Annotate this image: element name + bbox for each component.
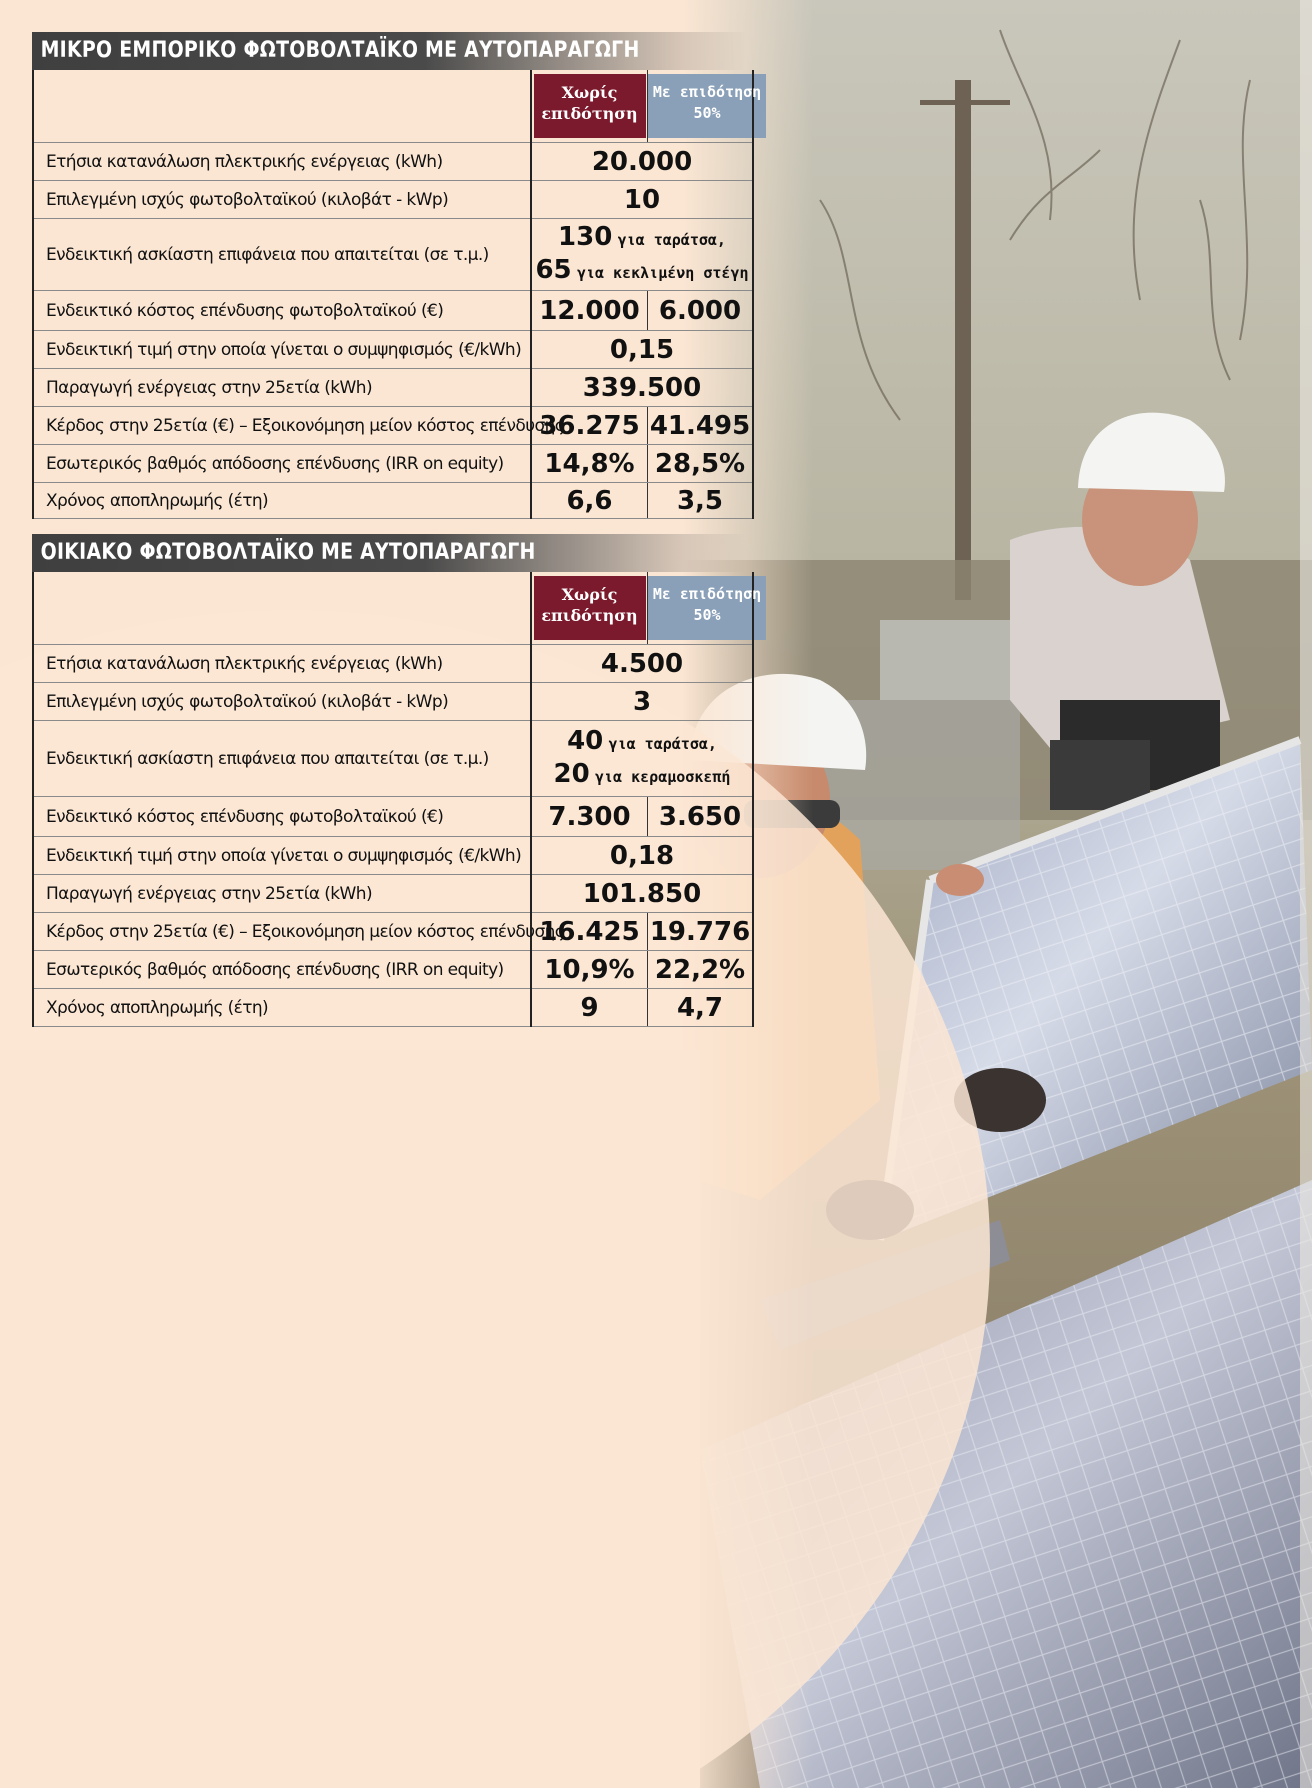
row-label: Ενδεικτικό κόστος επένδυσης φωτοβολταϊκού (€) — [33, 291, 531, 331]
row-value: 20.000 — [531, 143, 753, 181]
row-value-no-subsidy: 10,9% — [531, 951, 648, 989]
row-label: Ετήσια κατανάλωση πλεκτρικής ενέργειας (kWh) — [33, 645, 531, 683]
row-value: 0,18 — [531, 837, 753, 875]
table-row — [33, 989, 753, 1027]
row-value-subsidy: 22,2% — [648, 951, 754, 989]
row-label: Κέρδος στην 25ετία (€) – Εξοικονόμηση μείον κόστος επένδυσης — [33, 407, 531, 445]
row-value-subsidy: 19.776 — [648, 913, 754, 951]
row-label: Ενδεικτική τιμή στην οποία γίνεται ο συμψηφισμός (€/kWh) — [33, 331, 531, 369]
table-row — [33, 797, 753, 837]
table-row — [33, 875, 753, 913]
header-blank-cell — [33, 70, 531, 143]
table-row — [33, 837, 753, 875]
row-value: 3 — [531, 683, 753, 721]
row-label: Επιλεγμένη ισχύς φωτοβολταϊκού (κιλοβάτ - kWp) — [33, 683, 531, 721]
residential-pv-title: ΟΙΚΙΑΚΟ ΦΩΤΟΒΟΛΤΑΪΚΟ ΜΕ ΑΥΤΟΠΑΡΑΓΩΓΗ — [32, 534, 746, 572]
row-label: Ενδεικτική ασκίαστη επιφάνεια που απαιτείται (σε τ.μ.) — [33, 219, 531, 291]
row-value: 40 για ταράτσα, 20 για κεραμοσκεπή — [531, 721, 753, 797]
table-row — [33, 219, 753, 291]
row-label: Επιλεγμένη ισχύς φωτοβολταϊκού (κιλοβάτ - kWp) — [33, 181, 531, 219]
header-subsidy — [648, 572, 762, 645]
row-value-no-subsidy: 6,6 — [531, 483, 648, 519]
row-label: Χρόνος αποπληρωμής (έτη) — [33, 989, 531, 1027]
table-row — [33, 369, 753, 407]
subsidy-badge: Με επιδότηση 50% — [648, 74, 766, 138]
row-value-no-subsidy: 12.000 — [531, 291, 648, 331]
row-value: 339.500 — [531, 369, 753, 407]
row-value-subsidy: 41.495 — [648, 407, 754, 445]
row-value: 4.500 — [531, 645, 753, 683]
row-label: Ενδεικτικό κόστος επένδυσης φωτοβολταϊκού (€) — [33, 797, 531, 837]
subsidy-badge: Με επιδότηση 50% — [648, 576, 766, 640]
table-row — [33, 951, 753, 989]
row-value-no-subsidy: 7.300 — [531, 797, 648, 837]
commercial-pv-title: ΜΙΚΡΟ ΕΜΠΟΡΙΚΟ ΦΩΤΟΒΟΛΤΑΪΚΟ ΜΕ ΑΥΤΟΠΑΡΑΓΩΓΗ — [32, 32, 746, 70]
row-label: Παραγωγή ενέργειας στην 25ετία (kWh) — [33, 875, 531, 913]
row-value-no-subsidy: 14,8% — [531, 445, 648, 483]
header-subsidy — [648, 70, 762, 143]
row-label: Κέρδος στην 25ετία (€) – Εξοικονόμηση μείον κόστος επένδυσης — [33, 913, 531, 951]
row-label: Ετήσια κατανάλωση πλεκτρικής ενέργειας (kWh) — [33, 143, 531, 181]
row-value: 101.850 — [531, 875, 753, 913]
row-label: Ενδεικτική ασκίαστη επιφάνεια που απαιτείται (σε τ.μ.) — [33, 721, 531, 797]
table-header-row — [33, 70, 753, 143]
no-subsidy-badge: Χωρίς επιδότηση — [534, 576, 646, 640]
row-value: 130 για ταράτσα, 65 για κεκλιμένη στέγη — [531, 219, 753, 291]
table-row — [33, 645, 753, 683]
row-value-no-subsidy: 16.425 — [531, 913, 648, 951]
table-row — [33, 331, 753, 369]
residential-pv-table — [32, 572, 762, 1027]
header-no-subsidy — [531, 572, 648, 645]
row-label: Εσωτερικός βαθμός απόδοσης επένδυσης (IRR on equity) — [33, 445, 531, 483]
no-subsidy-badge: Χωρίς επιδότηση — [534, 74, 646, 138]
header-no-subsidy — [531, 70, 648, 143]
row-value-subsidy: 3,5 — [648, 483, 754, 519]
row-value: 10 — [531, 181, 753, 219]
row-value-no-subsidy: 36.275 — [531, 407, 648, 445]
table-row — [33, 721, 753, 797]
table-row — [33, 913, 753, 951]
commercial-pv-table — [32, 70, 762, 519]
row-value-no-subsidy: 9 — [531, 989, 648, 1027]
table-row — [33, 483, 753, 519]
row-value-subsidy: 28,5% — [648, 445, 754, 483]
residential-pv-panel — [32, 534, 762, 1027]
row-value: 0,15 — [531, 331, 753, 369]
row-value-subsidy: 3.650 — [648, 797, 754, 837]
row-label: Χρόνος αποπληρωμής (έτη) — [33, 483, 531, 519]
row-value-subsidy: 4,7 — [648, 989, 754, 1027]
row-label: Ενδεικτική τιμή στην οποία γίνεται ο συμψηφισμός (€/kWh) — [33, 837, 531, 875]
row-label: Εσωτερικός βαθμός απόδοσης επένδυσης (IRR on equity) — [33, 951, 531, 989]
table-row — [33, 683, 753, 721]
table-row — [33, 143, 753, 181]
table-row — [33, 407, 753, 445]
table-row — [33, 181, 753, 219]
table-row — [33, 291, 753, 331]
commercial-pv-panel — [32, 32, 762, 519]
row-value-subsidy: 6.000 — [648, 291, 754, 331]
table-row — [33, 445, 753, 483]
row-label: Παραγωγή ενέργειας στην 25ετία (kWh) — [33, 369, 531, 407]
table-header-row — [33, 572, 753, 645]
header-blank-cell — [33, 572, 531, 645]
